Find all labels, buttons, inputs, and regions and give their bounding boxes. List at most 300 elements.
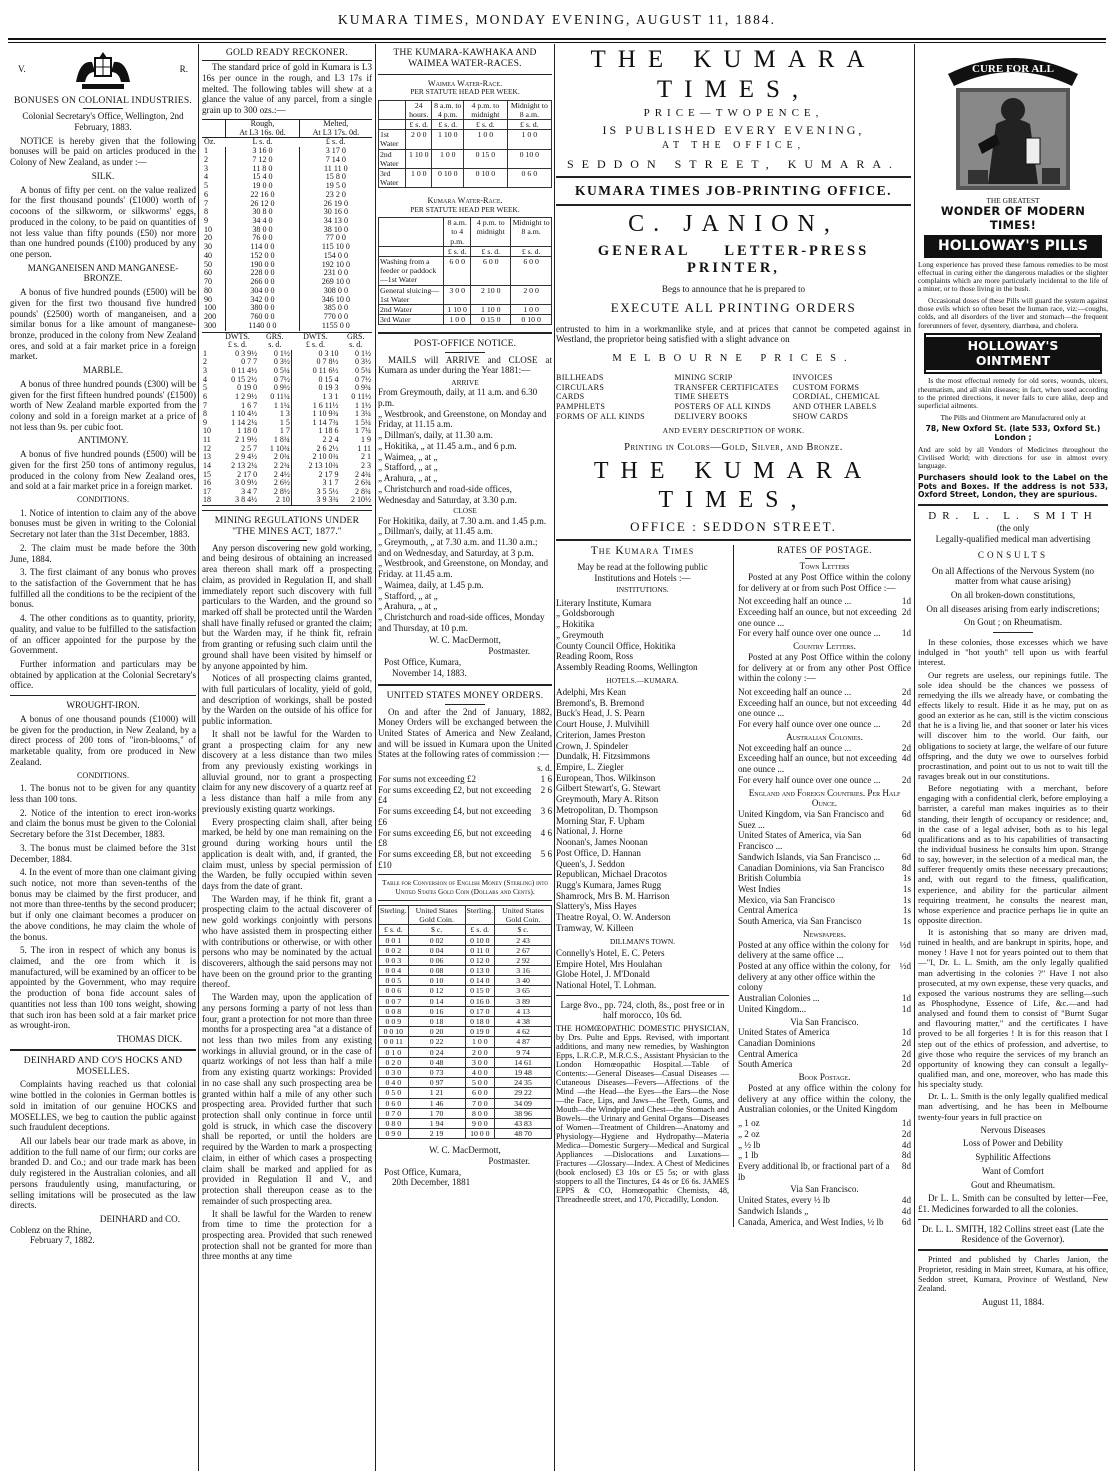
dwt-cell: 3 4 7 bbox=[241, 486, 258, 496]
dwt-cell: 2 6¾ bbox=[355, 478, 371, 488]
dwt-cell: 6 bbox=[203, 391, 207, 401]
divider bbox=[83, 108, 123, 109]
oz-row bbox=[202, 147, 372, 156]
australian-heading: Australian Colonies. bbox=[786, 731, 863, 742]
dwt-cell: 2 8¾ bbox=[355, 486, 371, 496]
book-postage-heading: Book Postage. bbox=[798, 1072, 851, 1083]
hotel-item: Greymouth, Mary A. Ritson bbox=[556, 794, 659, 805]
kumara-race-cell: 1 0 0 bbox=[444, 315, 471, 325]
rate-value: 1 6 bbox=[540, 773, 552, 784]
country-rates bbox=[738, 687, 911, 730]
institution-item: „ Greymouth bbox=[556, 629, 604, 640]
town-intro: Posted at any Post Office within the colony for delivery at or from such Post Office :— bbox=[738, 571, 911, 593]
rate-row bbox=[738, 1217, 911, 1228]
pills-text: Long experience has proved these famous remedies to be most effectual in curing either the dangerous maladies or the slighter complaints which are more particularly incidental to the life of a miner, or to those living in the bush. bbox=[918, 259, 1108, 294]
book-intro: Posted at any office within the colony for delivery at any office within the colony, the Australian colonies, or the United Kingdom bbox=[738, 1082, 911, 1115]
work-type: PAMPHLETS bbox=[556, 402, 606, 412]
legally-qualified: Legally-qualified medical man advertising bbox=[935, 534, 1091, 545]
dwt-cell: 3 0 9½ bbox=[235, 478, 258, 488]
rate-row bbox=[738, 809, 911, 830]
waimea-cell: 0 6 0 bbox=[507, 168, 551, 187]
conversion-cell: 0 0 5 bbox=[379, 976, 409, 986]
rate-label: British Columbia bbox=[738, 873, 801, 884]
divider bbox=[445, 704, 485, 705]
waimea-cell: 0 15 0 bbox=[464, 149, 508, 168]
work-types-c bbox=[793, 373, 911, 421]
rough-header bbox=[226, 119, 299, 137]
waimea-cell: 2nd Water bbox=[379, 149, 406, 168]
hotel-item: Morning Star, F. Upham bbox=[556, 815, 645, 826]
newspaper-rates bbox=[738, 940, 911, 1015]
conversion-unit: £ s. d. bbox=[379, 925, 409, 935]
oz-row bbox=[202, 165, 372, 174]
hygeia-figure-icon bbox=[938, 44, 1088, 194]
kumara-times-title: THE KUMARA TIMES, bbox=[590, 46, 877, 103]
rate-label: „ 1 lb bbox=[738, 1150, 759, 1161]
oz-cell: 269 10 0 bbox=[321, 277, 351, 287]
conversion-cell: 0 12 bbox=[408, 986, 465, 996]
oz-cell: 7 14 0 bbox=[325, 154, 346, 164]
conversion-cell: 0 0 10 bbox=[379, 1027, 409, 1037]
conversion-cell: 0 0 7 bbox=[379, 996, 409, 1006]
conversion-cell: 1 46 bbox=[408, 1098, 465, 1108]
kumara-race-cell: 2nd Water bbox=[379, 304, 444, 314]
institution-item: „ Hokitika bbox=[556, 619, 595, 630]
column-kumara-times bbox=[556, 44, 911, 1471]
conversion-cell: 3 40 bbox=[495, 976, 552, 986]
town-rates bbox=[738, 596, 911, 639]
conversion-row bbox=[379, 1057, 552, 1067]
oz-cell: 70 bbox=[202, 278, 226, 287]
rate-value: 6d bbox=[901, 1216, 911, 1227]
conversion-row bbox=[379, 1129, 552, 1139]
condition-item: 5. The iron in respect of which any bonus is claimed, and the ore from which it is manufactured, will be examined by an officer to be appointed by the Government, who may require the production of bona fide account sales of quantities not less than 100 tons weight, showing that such iron has been sold at a fair market price as wrought-iron. bbox=[10, 945, 196, 1031]
rate-row bbox=[738, 596, 911, 607]
holloway-address: 78, New Oxford St. (late 533, Oxford St.) London ; bbox=[925, 423, 1101, 442]
at-office: AT THE OFFICE, bbox=[661, 140, 806, 152]
execute-orders: EXECUTE ALL PRINTING ORDERS bbox=[610, 300, 857, 316]
oz-cell: 30 16 0 bbox=[323, 207, 348, 217]
rate-row bbox=[378, 828, 552, 849]
manganese-text: A bonus of five hundred pounds (£500) will be given for the first two thousand five hundred pounds' (£2500) worth of manganeisen, and a similar bonus for a like amount of manganese-bronze, produced in the colony from New Zealand ores, and sold at a fair market price in a foreign market. bbox=[10, 287, 196, 362]
dwt-cell: 2 13 10¾ bbox=[308, 460, 339, 470]
bonuses-title: BONUSES ON COLONIAL INDUSTRIES. bbox=[13, 95, 192, 106]
dwt-cell: 1 11 bbox=[357, 443, 371, 453]
oz-cell: 7 12 0 bbox=[226, 156, 299, 165]
book-rates bbox=[738, 1118, 911, 1182]
rate-value: 2d bbox=[901, 774, 911, 785]
oz-cell: 380 0 0 bbox=[226, 304, 299, 313]
condition-item: 2. Notice of the intention to erect iron-works and claim the bonus must be given to the Colonial Secretary before the 31st December, 1883. bbox=[10, 807, 196, 840]
work-type: DELIVERY BOOKS bbox=[674, 411, 748, 421]
dwt-cell: 1 1¼ bbox=[258, 402, 291, 411]
masthead-title: KUMARA TIMES, MONDAY EVENING, AUGUST 11, 1884. bbox=[337, 12, 777, 27]
dwt-cell: 1 10¾ bbox=[258, 445, 291, 454]
arrive-list bbox=[378, 387, 552, 505]
cure-banner-text: CURE FOR ALL bbox=[972, 63, 1054, 75]
dwt-cell: 0 11½ bbox=[351, 391, 371, 401]
arrive-item: „ Stafford, „ at „ bbox=[378, 462, 438, 473]
hotel-item: Empire, L. Ziegler bbox=[556, 762, 624, 773]
every-description: AND EVERY DESCRIPTION OF WORK. bbox=[662, 426, 805, 436]
conversion-cell: 5 0 0 bbox=[465, 1078, 495, 1088]
conversion-cell: 19 48 bbox=[495, 1067, 552, 1077]
smith-paragraph: In these colonies, those excesses which we have indulged in "hot youth" tell upon us with fearful interest. bbox=[918, 637, 1108, 668]
dwt-cell: 0 7½ bbox=[258, 376, 291, 385]
rate-value: ½d bbox=[899, 961, 911, 971]
conversion-cell: 0 97 bbox=[408, 1078, 465, 1088]
waimea-unit: £ s. d. bbox=[507, 119, 551, 129]
kumara-race-units bbox=[379, 246, 552, 256]
rate-row bbox=[738, 719, 911, 730]
dwt-cell: 2 1 9½ bbox=[235, 435, 258, 445]
rate-label: United Kingdom... bbox=[738, 1003, 807, 1014]
column-rule bbox=[375, 44, 376, 1471]
melted-header bbox=[299, 119, 372, 137]
close-item: „ Waimea, daily, at 1.45 p.m. bbox=[378, 579, 484, 590]
conditions-heading: CONDITIONS. bbox=[76, 495, 130, 505]
money-sd-unit: s. d. bbox=[537, 763, 552, 774]
dwt-cell: 0 7 8½ bbox=[316, 357, 339, 367]
oz-cell: 3 17 0 bbox=[325, 146, 346, 156]
rate-row bbox=[378, 849, 552, 870]
dwt-cell: 1 3 1 bbox=[322, 391, 339, 401]
waimea-col-head bbox=[379, 100, 406, 119]
manufactured-line: The Pills and Ointment are Manufactured only at bbox=[940, 412, 1086, 422]
deinhard-text: All our labels bear our trade mark as above, in addition to the full name of our firm; our corks are branded D. and Co.; and our trade mark has been duly registered in the Australian colonies, and all persons fraudulently using, manufacturing, or selling imitations will be prosecuted as the law directs. bbox=[10, 1135, 196, 1211]
conversion-cell: 2 19 bbox=[408, 1129, 465, 1139]
conversion-unit: $ c. bbox=[495, 925, 552, 935]
conversion-row bbox=[379, 1047, 552, 1057]
rate-row bbox=[738, 698, 911, 719]
job-printing-office: KUMARA TIMES JOB-PRINTING OFFICE. bbox=[574, 183, 893, 199]
close-list bbox=[378, 516, 552, 634]
dwt-cell: 3 1 7 bbox=[322, 478, 339, 488]
conversion-cell: 43 83 bbox=[495, 1118, 552, 1128]
gold-intro: The standard price of gold in Kumara is L3 16s per ounce in the rough, and L3 17s if melted. The following tables will shew at a glance the value of any parcel, from a single grain up to 300 ozs.:— bbox=[202, 62, 372, 116]
conversion-cell: 0 14 0 bbox=[465, 976, 495, 986]
institution-item: County Council Office, Hokitika bbox=[556, 640, 676, 651]
conversion-cell: 0 11 0 bbox=[465, 945, 495, 955]
rate-row bbox=[738, 1049, 911, 1060]
rate-label: West Indies bbox=[738, 883, 781, 894]
oz-cell: 2 bbox=[202, 156, 226, 165]
kumara-race-cell: 0 15 0 bbox=[471, 315, 511, 325]
rate-row bbox=[738, 607, 911, 628]
rate-row bbox=[738, 1206, 911, 1217]
kumara-race-cell: 3 0 0 bbox=[444, 285, 471, 304]
condition-item: 4. In the event of more than one claimant giving such notice, not more than seven-tenths of the bonus may be claimed by the first producer, and not more than three-tenths by the second producer; but if only one claimant becomes a producer on the above conditions, he may claim the whole of the bonus. bbox=[10, 867, 196, 942]
rate-label: Exceeding half an ounce, but not exceeding one ounce ... bbox=[738, 753, 897, 775]
conversion-cell: 4 38 bbox=[495, 1017, 552, 1027]
kumara-race-unit: £ s. d. bbox=[471, 246, 511, 256]
rate-value: 2d bbox=[901, 1048, 911, 1059]
oz-cell: 26 19 0 bbox=[323, 198, 348, 208]
conversion-cell: 38 96 bbox=[495, 1108, 552, 1118]
dwt-cell: 1 6 11½ bbox=[312, 400, 339, 410]
conversion-cell: 0 20 bbox=[408, 1027, 465, 1037]
conversion-cell: 0 22 bbox=[408, 1037, 465, 1047]
dwt-cell: 8 bbox=[203, 409, 207, 419]
rate-label: South America bbox=[738, 1059, 793, 1070]
hotel-item: Metropolitan, D. Thompson bbox=[556, 804, 658, 815]
hotel-item: Republican, Michael Dracotos bbox=[556, 869, 667, 880]
rate-row bbox=[738, 895, 911, 906]
conversion-cell: 0 5 0 bbox=[379, 1088, 409, 1098]
conversion-cell: 1 0 0 bbox=[465, 1037, 495, 1047]
dwt-cell: 1 7¼ bbox=[355, 426, 371, 436]
dwt-cell: 14 bbox=[203, 460, 211, 470]
rate-value: 4 6 bbox=[540, 827, 552, 838]
conversion-cell: 14 61 bbox=[495, 1057, 552, 1067]
waimea-cell: 2 0 0 bbox=[406, 130, 432, 149]
dwt-cell: 2 bbox=[203, 357, 207, 367]
times-lower-section bbox=[556, 545, 911, 1227]
rate-value: 1d bbox=[901, 1027, 911, 1038]
rate-value: 6d bbox=[901, 830, 911, 841]
conversion-cell: 0 0 3 bbox=[379, 955, 409, 965]
conversion-cell: 6 0 0 bbox=[465, 1088, 495, 1098]
dwt-cell: 0 15 4 bbox=[318, 374, 339, 384]
waimea-cell: 1 10 0 bbox=[406, 149, 432, 168]
dwt-cell: 0 11 6½ bbox=[312, 366, 339, 376]
dwt-cell: 1 5 bbox=[258, 419, 291, 428]
hotel-item: Criterion, James Preston bbox=[556, 729, 646, 740]
work-type: CORDIAL, CHEMICAL bbox=[792, 392, 881, 402]
rate-value: 2d bbox=[901, 742, 911, 753]
conversion-row bbox=[379, 1027, 552, 1037]
divider bbox=[267, 540, 307, 541]
money-orders-heading: UNITED STATES MONEY ORDERS. bbox=[386, 690, 544, 702]
conversion-cell: 0 1 0 bbox=[379, 1047, 409, 1057]
manganese-heading: MANGANEISEN AND MANGANESE-BRONZE. bbox=[27, 262, 179, 284]
rate-label: For sums exceeding £6, but not exceeding £8 bbox=[378, 827, 532, 849]
rate-value: 2 6 bbox=[540, 784, 552, 795]
conversion-cell: 2 67 bbox=[495, 945, 552, 955]
divider bbox=[378, 900, 552, 901]
conversion-cell: 29 22 bbox=[495, 1088, 552, 1098]
rate-row bbox=[738, 1038, 911, 1049]
waimea-col-head: 8 a.m. to 4 p.m. bbox=[432, 100, 464, 119]
dwt-cell: 2 2¾ bbox=[258, 462, 291, 471]
oz-cell: 385 0 0 bbox=[323, 303, 348, 313]
waimea-col-head: Midnight to 8 a.m. bbox=[507, 100, 551, 119]
divider bbox=[10, 695, 196, 696]
divider bbox=[378, 74, 552, 75]
dwt-unit: £ s. d. bbox=[227, 340, 248, 350]
sold-line: And are sold by all Vendors of Medicines throughout the Civilised World; with directions for use in almost every language. bbox=[918, 444, 1108, 471]
kumara-race-heading: Kumara Water-Race. bbox=[427, 196, 503, 206]
hotel-item: Dundalk, H. Fitzsimmons bbox=[556, 751, 650, 762]
melted-label: Melted, bbox=[323, 118, 349, 128]
conversion-row bbox=[379, 1088, 552, 1098]
rate-label: For every half ounce over one ounce ... bbox=[738, 774, 881, 785]
waimea-row bbox=[379, 149, 552, 168]
conversion-unit: £ s. d. bbox=[465, 925, 495, 935]
dwt-cell: 0 5¼ bbox=[355, 366, 371, 376]
waimea-cell: 1 10 0 bbox=[432, 130, 464, 149]
rate-value: 1d bbox=[901, 1118, 911, 1129]
rate-value: 8d bbox=[901, 862, 911, 873]
conversion-cell: 48 70 bbox=[495, 1129, 552, 1139]
dwt-cell: 2 17 9 bbox=[318, 469, 339, 479]
work-type: TRANSFER CERTIFICATES bbox=[674, 382, 779, 392]
dwt-cell: 0 1½ bbox=[258, 350, 291, 359]
conversion-cell: 7 0 0 bbox=[465, 1098, 495, 1108]
hotels-list bbox=[556, 687, 729, 934]
wonder-line: WONDER OF MODERN TIMES! bbox=[940, 204, 1086, 232]
rate-value: 3 6 bbox=[540, 806, 552, 817]
condition-item: 1. The bonus not to be given for any quantity less than 100 tons. bbox=[10, 783, 196, 804]
book-advert-price: Large 8vo., pp. 724, cloth, 8s., post free or in half morocco, 10s 6d. bbox=[560, 999, 725, 1021]
oz-table-header bbox=[202, 119, 372, 137]
rate-row bbox=[738, 1195, 911, 1206]
oz-cell: 23 2 0 bbox=[325, 189, 346, 199]
oz-row bbox=[202, 226, 372, 235]
waimea-cell: 1 0 0 bbox=[432, 149, 464, 168]
kumara-race-row bbox=[379, 256, 552, 285]
conversion-row bbox=[379, 955, 552, 965]
work-types-a bbox=[556, 373, 674, 421]
conversion-row bbox=[379, 1098, 552, 1108]
waimea-units bbox=[379, 119, 552, 129]
conversion-cell: 0 24 bbox=[408, 1047, 465, 1057]
divider bbox=[202, 60, 372, 61]
oz-table-body bbox=[202, 147, 372, 330]
waimea-subheading: PER STATUTE HEAD PER WEEK. bbox=[410, 87, 520, 97]
oz-cell: 38 0 0 bbox=[226, 226, 299, 235]
column-bonuses bbox=[10, 44, 196, 1471]
dwt-cell: 4 bbox=[203, 374, 207, 384]
conversion-cell: 3 16 bbox=[495, 966, 552, 976]
arrive-item: „ Dillman's, daily, at 11.30 a.m. bbox=[378, 430, 493, 441]
rate-label: Posted at any office within the colony, for delivery at any other office within the colony bbox=[738, 961, 891, 993]
work-types bbox=[556, 373, 911, 421]
mining-paragraph: It shall be lawful for the Warden to renew from time to time the protection for a prospecting area. Provided that such renewed protection shall not be granted for more than three months at any time bbox=[202, 1208, 372, 1262]
dwt-cell: 13 bbox=[203, 452, 211, 462]
entrusted-text: entrusted to him in a workmanlike style, and at prices that cannot be competed against in Westland, the proprietor being satisfied with a slight advance on bbox=[556, 323, 911, 345]
conversion-row bbox=[379, 1078, 552, 1088]
waimea-cell: 0 10 0 bbox=[432, 168, 464, 187]
dwt-unit: s. d. bbox=[268, 340, 282, 350]
divider bbox=[378, 332, 552, 334]
condition-item: 4. The other conditions as to quantity, priority, quality, and value to be fulfilled to the satisfaction of an officer appointed for the purpose by the Government. bbox=[10, 613, 196, 656]
rate-label: Exceeding half an ounce, but not exceeding one ounce ... bbox=[738, 607, 897, 628]
kumara-race-col-head bbox=[379, 218, 444, 247]
work-type: CARDS bbox=[556, 392, 585, 402]
mining-paragraph: Every prospecting claim shall, after being marked, be held by one man remaining on the ground during working hours until the application is dealt with, and, if granted, the claim must, unless by special permission of the Warden, be fully occupied within seven days from the date of grant. bbox=[202, 816, 372, 891]
rate-value: 1d bbox=[901, 628, 911, 639]
conversion-cell: 2 43 bbox=[495, 935, 552, 945]
via-sf-rates bbox=[738, 1027, 911, 1070]
via-sf2-heading: Via San Francisco. bbox=[790, 1184, 859, 1195]
pills-text: Occasional doses of these Pills will guard the system against those evils which so often beset the human race, viz:—coughs, colds, and all disorders of the liver and stomach—the frequent forerunners of fever, dysentery, diarrhœa, and cholera. bbox=[918, 295, 1108, 330]
kumara-race-subheading: PER STATUTE HEAD PER WEEK. bbox=[410, 204, 520, 214]
rate-row bbox=[738, 940, 911, 961]
conversion-row bbox=[379, 996, 552, 1006]
oz-cell: 115 10 0 bbox=[321, 242, 350, 252]
dwt-cell: 0 19 3 bbox=[318, 383, 339, 393]
divider bbox=[556, 995, 729, 996]
via-sf2-rates bbox=[738, 1195, 911, 1227]
conversion-cell: 0 0 6 bbox=[379, 986, 409, 996]
conversion-table bbox=[378, 905, 552, 1139]
work-type: FORMS OF ALL KINDS bbox=[556, 411, 645, 421]
conversion-heading: Table for Conversion of English Money (Sterling) into United States Gold Coin (Dollars and Cents). bbox=[382, 878, 549, 896]
kumara-race-cell: General sluicing—1st Water bbox=[379, 285, 444, 304]
close-item: „ Arahura, „ at „ bbox=[378, 601, 438, 612]
dwt-cell: 0 11 4½ bbox=[231, 366, 258, 376]
waimea-body bbox=[379, 130, 552, 188]
conversion-cell: 0 04 bbox=[408, 945, 465, 955]
conversion-row bbox=[379, 1017, 552, 1027]
dwt-cell: 18 bbox=[203, 495, 211, 505]
dwt-unit: s. d. bbox=[349, 340, 363, 350]
hotel-item: Crown, J. Spindeler bbox=[556, 740, 629, 751]
oz-cell: 19 0 0 bbox=[226, 182, 299, 191]
rate-row bbox=[738, 884, 911, 895]
close-item: „ Stafford, „ at „ bbox=[378, 590, 438, 601]
rate-row bbox=[738, 1150, 911, 1161]
kumara-race-col-head: 8 a.m. to 4 p.m. bbox=[444, 218, 471, 247]
dwt-cell: 9 bbox=[203, 417, 207, 427]
dwt-head: DWTS. bbox=[225, 331, 250, 341]
conversion-cell: 0 18 bbox=[408, 1017, 465, 1027]
marble-heading: MARBLE. bbox=[82, 365, 124, 376]
dwt-head: GRS. bbox=[266, 331, 284, 341]
hotel-item: National, J. Horne bbox=[556, 826, 623, 837]
rate-row bbox=[378, 806, 552, 827]
institution-item: Reading Room, Ross bbox=[556, 651, 634, 662]
kumara-race-table bbox=[378, 217, 552, 325]
oz-cell: 34 4 0 bbox=[226, 217, 299, 226]
published-line: IS PUBLISHED EVERY EVENING, bbox=[602, 122, 865, 137]
seddon-street: SEDDON STREET, KUMARA. bbox=[566, 156, 901, 171]
rate-value: 8d bbox=[901, 1150, 911, 1161]
conversion-cell: 4 0 0 bbox=[465, 1067, 495, 1077]
conversion-cell: 9 74 bbox=[495, 1047, 552, 1057]
rate-label: Sandwich Islands „ bbox=[738, 1205, 809, 1216]
ointment-label: HOLLOWAY'S OINTMENT bbox=[926, 337, 1100, 371]
iron-heading: WROUGHT-IRON. bbox=[66, 700, 140, 711]
rate-value: 1d bbox=[901, 596, 911, 607]
rate-value: 6d bbox=[901, 808, 911, 819]
general-printer: GENERAL LETTER-PRESS PRINTER, bbox=[597, 243, 870, 277]
dillman-item: Connelly's Hotel, E. C. Peters bbox=[556, 947, 665, 958]
conversion-unit: $ c. bbox=[408, 925, 465, 935]
homoeopathic-advert: THE HOMŒOPATHIC DOMESTIC PHYSICIAN, by Drs. Pulte and Epps. Revised, with important additions, and many new remedies, by Washington Epps, L.R.C.P., M.R.C.S., Assistant Physician to the London Homœopathic Hospital.—Table of Contents:—General Diseases—Casual Diseases — Cutaneous Diseases—Fevers—Affections of the Mind —the Head—the Eyes—the Ears—the Nose—the Face, Lips, and Jaws—the Teeth, Gums, and Mouth—the Windpipe and Chest—the Stomach and Bowels—the Urinary and Genital Organs—Diseases of Women—Treatment of Children—Anatomy and Physiology—Hygiene and Hydropathy—Materia Medica—Domestic Surgery—Medical and Surgical Appliances —Dislocations and Luxations—Fractures —Glossary—Index. A Chest of Medicines (book enclosed) £3 10s or £5 5s; or with glass stoppers to all the Tinctures, £4 4s or £6 6s. JAMES EPPS & CO, Homœopathic Chemists, 48, Threadneedle street, and 170, Piccadilly, London. bbox=[556, 1024, 729, 1205]
rate-row bbox=[738, 1118, 911, 1129]
dwt-cell: 0 15 2½ bbox=[231, 374, 258, 384]
oz-cell: 15 8 0 bbox=[325, 172, 346, 182]
gold-reckoner-title: GOLD READY RECKONER. bbox=[225, 47, 349, 58]
rate-row bbox=[738, 1004, 911, 1015]
coat-of-arms-icon bbox=[68, 46, 138, 92]
dwt-blank bbox=[202, 332, 217, 341]
rate-row bbox=[738, 961, 911, 993]
rate-label: „ 1 oz bbox=[738, 1118, 760, 1129]
consult-areas bbox=[918, 566, 1108, 629]
rate-value: 1s bbox=[902, 916, 911, 927]
divider bbox=[378, 684, 552, 686]
rate-value: 6d bbox=[901, 851, 911, 862]
dwt-cell: 2 4½ bbox=[258, 471, 291, 480]
hotels-heading: HOTELS.—KUMARA. bbox=[606, 675, 679, 685]
close-item: „ Greymouth, „ at 7.30 a.m. and 11.30 a.m.; and on Wednesday, and Saturday, at 3 p.m. bbox=[378, 536, 538, 558]
waimea-cell: 1 0 0 bbox=[464, 130, 508, 149]
divider bbox=[556, 204, 911, 206]
work-type: BILLHEADS bbox=[556, 373, 604, 383]
